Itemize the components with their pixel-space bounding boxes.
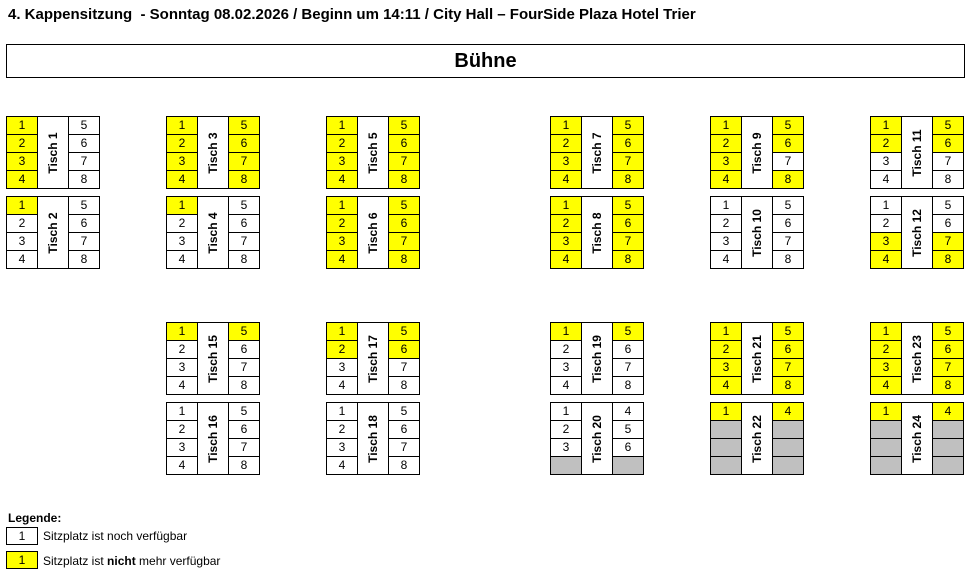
seat[interactable] <box>710 456 742 475</box>
table-label-cell <box>357 322 389 395</box>
seat[interactable]: 4 <box>326 456 358 475</box>
table-name: Tisch 16 <box>206 414 220 463</box>
seat[interactable]: 6 <box>772 214 804 233</box>
seat[interactable]: 3 <box>6 152 38 171</box>
seat[interactable] <box>932 438 964 457</box>
seat[interactable]: 6 <box>68 134 100 153</box>
seat[interactable]: 1 <box>870 322 902 341</box>
seat[interactable] <box>550 456 582 475</box>
seat[interactable]: 3 <box>550 152 582 171</box>
seat[interactable]: 6 <box>772 340 804 359</box>
table-label-cell <box>197 196 229 269</box>
seat[interactable]: 4 <box>326 170 358 189</box>
seat[interactable]: 5 <box>228 116 260 135</box>
table-name: Tisch 10 <box>750 208 764 257</box>
table-label-cell <box>581 116 613 189</box>
seat[interactable]: 8 <box>932 250 964 269</box>
seat[interactable] <box>772 420 804 439</box>
seat[interactable]: 8 <box>772 170 804 189</box>
legend-taken-sample: 1 <box>6 551 38 569</box>
seat[interactable]: 2 <box>326 134 358 153</box>
table-label-cell <box>901 402 933 475</box>
seat[interactable]: 5 <box>612 196 644 215</box>
seat[interactable]: 1 <box>550 196 582 215</box>
seat[interactable]: 4 <box>870 170 902 189</box>
seat[interactable]: 6 <box>772 134 804 153</box>
seat[interactable]: 2 <box>166 340 198 359</box>
seat[interactable]: 8 <box>388 376 420 395</box>
legend-taken-text <box>43 554 220 568</box>
seat[interactable]: 8 <box>228 376 260 395</box>
seat[interactable] <box>710 438 742 457</box>
seat[interactable]: 2 <box>326 214 358 233</box>
seat[interactable] <box>772 456 804 475</box>
seat[interactable]: 5 <box>612 420 644 439</box>
seat[interactable]: 1 <box>550 116 582 135</box>
seat[interactable]: 3 <box>870 232 902 251</box>
seat[interactable]: 2 <box>166 420 198 439</box>
seat[interactable]: 5 <box>68 116 100 135</box>
table-name: Tisch 2 <box>46 211 60 254</box>
seat[interactable]: 8 <box>772 250 804 269</box>
seat[interactable] <box>612 456 644 475</box>
table-label-cell <box>197 322 229 395</box>
table-name: Tisch 23 <box>910 334 924 383</box>
seat[interactable]: 5 <box>388 116 420 135</box>
table-label-cell <box>37 116 69 189</box>
seat[interactable]: 1 <box>326 402 358 421</box>
table-label-cell <box>741 322 773 395</box>
seat[interactable]: 5 <box>932 196 964 215</box>
seat[interactable]: 1 <box>326 116 358 135</box>
table-name: Tisch 7 <box>590 131 604 174</box>
seat[interactable]: 7 <box>612 232 644 251</box>
seat[interactable]: 3 <box>710 152 742 171</box>
seat[interactable]: 2 <box>166 134 198 153</box>
legend-taken-text-pre: Sitzplatz ist <box>43 554 108 568</box>
table-label-cell <box>197 116 229 189</box>
seat[interactable]: 4 <box>6 250 38 269</box>
seat[interactable]: 4 <box>166 250 198 269</box>
seat[interactable]: 2 <box>870 214 902 233</box>
seat[interactable]: 5 <box>228 402 260 421</box>
seat[interactable]: 4 <box>166 376 198 395</box>
table-name: Tisch 8 <box>590 211 604 254</box>
seat[interactable]: 1 <box>326 322 358 341</box>
legend-taken-text-post: mehr verfügbar <box>135 554 221 568</box>
seat[interactable]: 8 <box>388 250 420 269</box>
seat[interactable] <box>870 438 902 457</box>
seat[interactable] <box>932 456 964 475</box>
seat[interactable]: 8 <box>388 456 420 475</box>
seat[interactable]: 5 <box>388 196 420 215</box>
seat[interactable]: 4 <box>710 250 742 269</box>
seat[interactable]: 6 <box>612 214 644 233</box>
seat[interactable]: 3 <box>326 358 358 377</box>
seat[interactable]: 1 <box>550 402 582 421</box>
seat[interactable]: 8 <box>68 170 100 189</box>
seat[interactable]: 8 <box>932 170 964 189</box>
seat[interactable]: 7 <box>772 232 804 251</box>
table-label-cell <box>901 116 933 189</box>
table-name: Tisch 9 <box>750 131 764 174</box>
seat[interactable]: 8 <box>772 376 804 395</box>
seat[interactable]: 4 <box>870 376 902 395</box>
table-label-cell <box>357 196 389 269</box>
table-name: Tisch 21 <box>750 334 764 383</box>
seat[interactable]: 7 <box>772 152 804 171</box>
stage-banner: Bühne <box>6 44 965 78</box>
seat[interactable]: 4 <box>550 250 582 269</box>
seat[interactable]: 7 <box>388 438 420 457</box>
seat[interactable]: 4 <box>870 250 902 269</box>
table-label-cell <box>357 116 389 189</box>
seat[interactable] <box>710 420 742 439</box>
table-label-cell <box>901 322 933 395</box>
legend-free-text: Sitzplatz ist noch verfügbar <box>43 529 188 543</box>
seat[interactable]: 2 <box>870 134 902 153</box>
seat[interactable]: 5 <box>772 116 804 135</box>
seat[interactable]: 4 <box>166 170 198 189</box>
table-name: Tisch 5 <box>366 131 380 174</box>
seat[interactable]: 8 <box>68 250 100 269</box>
seat[interactable]: 1 <box>870 116 902 135</box>
seat[interactable]: 5 <box>228 322 260 341</box>
seat[interactable]: 5 <box>932 116 964 135</box>
seat[interactable]: 6 <box>228 420 260 439</box>
table-label-cell <box>581 402 613 475</box>
seat[interactable]: 4 <box>550 170 582 189</box>
seat[interactable]: 8 <box>228 456 260 475</box>
seat[interactable]: 7 <box>612 358 644 377</box>
seat[interactable]: 3 <box>550 232 582 251</box>
seat[interactable]: 3 <box>6 232 38 251</box>
seat[interactable]: 2 <box>550 340 582 359</box>
seat[interactable]: 4 <box>6 170 38 189</box>
table-label-cell <box>357 402 389 475</box>
seat[interactable]: 1 <box>710 322 742 341</box>
seat[interactable]: 4 <box>710 376 742 395</box>
seat[interactable]: 2 <box>326 420 358 439</box>
seat[interactable]: 2 <box>6 134 38 153</box>
seat[interactable]: 1 <box>870 402 902 421</box>
seat[interactable]: 4 <box>326 376 358 395</box>
seat[interactable]: 5 <box>228 196 260 215</box>
seat[interactable]: 4 <box>932 402 964 421</box>
seat[interactable] <box>870 420 902 439</box>
table-label-cell <box>581 322 613 395</box>
seat[interactable]: 5 <box>612 322 644 341</box>
seat[interactable]: 1 <box>550 322 582 341</box>
seat[interactable]: 7 <box>228 438 260 457</box>
seat[interactable]: 6 <box>68 214 100 233</box>
table-label-cell <box>581 196 613 269</box>
seat[interactable]: 6 <box>612 134 644 153</box>
seat[interactable]: 3 <box>326 152 358 171</box>
seat[interactable] <box>932 420 964 439</box>
seat[interactable] <box>772 438 804 457</box>
seat[interactable]: 7 <box>228 358 260 377</box>
seat[interactable]: 3 <box>710 358 742 377</box>
table-label-cell <box>741 196 773 269</box>
seat[interactable]: 7 <box>932 232 964 251</box>
table-name: Tisch 15 <box>206 334 220 383</box>
table-name: Tisch 17 <box>366 334 380 383</box>
seat[interactable]: 7 <box>612 152 644 171</box>
seat[interactable]: 3 <box>326 438 358 457</box>
seat[interactable]: 5 <box>932 322 964 341</box>
seat[interactable]: 6 <box>932 214 964 233</box>
table-name: Tisch 1 <box>46 131 60 174</box>
seat[interactable]: 6 <box>228 134 260 153</box>
seat[interactable]: 2 <box>710 214 742 233</box>
table-label-cell <box>741 116 773 189</box>
seat[interactable]: 3 <box>710 232 742 251</box>
table-name: Tisch 4 <box>206 211 220 254</box>
seat[interactable]: 6 <box>388 420 420 439</box>
seat[interactable]: 6 <box>388 134 420 153</box>
table-name: Tisch 20 <box>590 414 604 463</box>
seat[interactable]: 2 <box>6 214 38 233</box>
seat[interactable]: 5 <box>772 196 804 215</box>
seat[interactable]: 7 <box>932 152 964 171</box>
seat[interactable]: 3 <box>870 152 902 171</box>
seat[interactable]: 2 <box>166 214 198 233</box>
seat[interactable]: 2 <box>550 214 582 233</box>
seat[interactable]: 8 <box>388 170 420 189</box>
seat[interactable]: 6 <box>932 340 964 359</box>
seat[interactable]: 8 <box>612 170 644 189</box>
legend-title: Legende: <box>8 511 62 525</box>
seat[interactable]: 7 <box>228 232 260 251</box>
seat[interactable]: 7 <box>228 152 260 171</box>
seat[interactable]: 6 <box>388 340 420 359</box>
seat[interactable]: 7 <box>932 358 964 377</box>
seat[interactable]: 1 <box>326 196 358 215</box>
seat[interactable]: 6 <box>612 340 644 359</box>
seat[interactable]: 3 <box>166 232 198 251</box>
seat[interactable]: 2 <box>326 340 358 359</box>
seat[interactable]: 1 <box>710 402 742 421</box>
seat[interactable]: 3 <box>166 152 198 171</box>
seat[interactable]: 6 <box>228 214 260 233</box>
seat[interactable]: 2 <box>550 134 582 153</box>
seat[interactable]: 8 <box>612 250 644 269</box>
table-label-cell <box>37 196 69 269</box>
table-label-cell <box>197 402 229 475</box>
legend-taken-text-bold: nicht <box>107 554 136 568</box>
seat[interactable]: 4 <box>326 250 358 269</box>
seat[interactable]: 4 <box>612 402 644 421</box>
table-name: Tisch 3 <box>206 131 220 174</box>
seat[interactable]: 1 <box>6 116 38 135</box>
seat[interactable]: 1 <box>710 196 742 215</box>
seat[interactable]: 3 <box>326 232 358 251</box>
seat[interactable]: 1 <box>166 196 198 215</box>
table-label-cell <box>901 196 933 269</box>
seat[interactable]: 2 <box>710 134 742 153</box>
seat[interactable]: 2 <box>870 340 902 359</box>
table-name: Tisch 22 <box>750 414 764 463</box>
table-name: Tisch 19 <box>590 334 604 383</box>
seat[interactable]: 5 <box>388 322 420 341</box>
legend-free-sample: 1 <box>6 527 38 545</box>
seat[interactable]: 3 <box>870 358 902 377</box>
table-name: Tisch 12 <box>910 208 924 257</box>
seat[interactable]: 7 <box>388 232 420 251</box>
table-label-cell <box>741 402 773 475</box>
seat[interactable]: 3 <box>166 438 198 457</box>
seat[interactable]: 1 <box>166 116 198 135</box>
seat[interactable] <box>870 456 902 475</box>
page-title: 4. Kappensitzung - Sonntag 08.02.2026 / Beginn um 14:11 / City Hall – FourSide Plaza Hotel Trier <box>8 6 696 23</box>
seat[interactable]: 5 <box>388 402 420 421</box>
seat[interactable]: 6 <box>228 340 260 359</box>
seat[interactable]: 7 <box>68 152 100 171</box>
seat[interactable]: 1 <box>710 116 742 135</box>
seat[interactable]: 7 <box>772 358 804 377</box>
seat[interactable]: 5 <box>612 116 644 135</box>
seat[interactable]: 8 <box>228 170 260 189</box>
seat[interactable]: 5 <box>772 322 804 341</box>
seat[interactable]: 3 <box>550 358 582 377</box>
seat[interactable]: 3 <box>550 438 582 457</box>
table-name: Tisch 11 <box>910 128 924 177</box>
seat[interactable]: 2 <box>710 340 742 359</box>
seat[interactable]: 6 <box>388 214 420 233</box>
seat[interactable]: 1 <box>166 402 198 421</box>
table-name: Tisch 24 <box>910 414 924 463</box>
seat[interactable]: 6 <box>612 438 644 457</box>
seat[interactable]: 2 <box>550 420 582 439</box>
seat[interactable]: 6 <box>932 134 964 153</box>
seat[interactable]: 1 <box>870 196 902 215</box>
table-name: Tisch 18 <box>366 414 380 463</box>
seat[interactable]: 7 <box>388 152 420 171</box>
seat[interactable]: 4 <box>710 170 742 189</box>
seat[interactable]: 4 <box>772 402 804 421</box>
seat[interactable]: 1 <box>6 196 38 215</box>
seat[interactable]: 1 <box>166 322 198 341</box>
seat[interactable]: 4 <box>166 456 198 475</box>
seat[interactable]: 8 <box>228 250 260 269</box>
seat[interactable]: 3 <box>166 358 198 377</box>
table-name: Tisch 6 <box>366 211 380 254</box>
seat[interactable]: 4 <box>550 376 582 395</box>
seat[interactable]: 5 <box>68 196 100 215</box>
seat[interactable]: 8 <box>612 376 644 395</box>
seat[interactable]: 7 <box>68 232 100 251</box>
seat[interactable]: 7 <box>388 358 420 377</box>
seat[interactable]: 8 <box>932 376 964 395</box>
